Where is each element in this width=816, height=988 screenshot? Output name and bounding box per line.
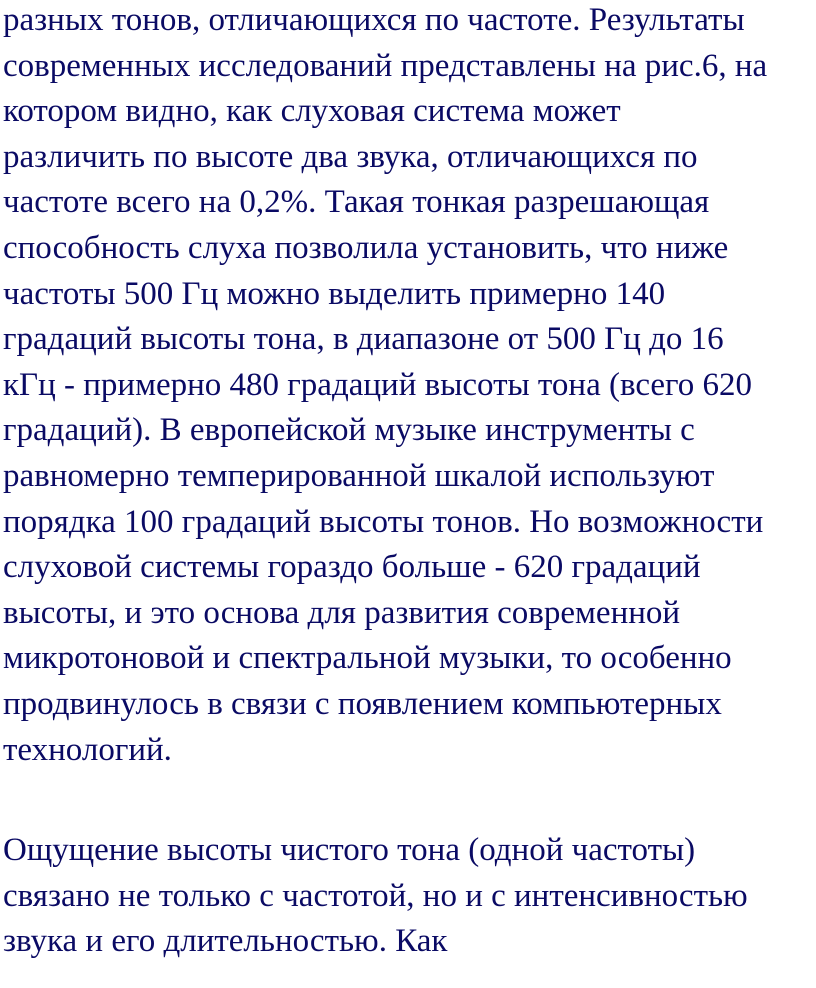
text-line: различить по высоте два звука, отличающихся по — [3, 138, 698, 175]
text-line: частоте всего на 0,2%. Такая тонкая разрешающая — [3, 184, 710, 221]
paragraph-pure-tone-perception — [3, 828, 748, 965]
text-line: Ощущение высоты чистого тона (одной частоты) — [3, 832, 696, 868]
text-line: градаций высоты тона, в диапазоне от 500 Гц до 16 — [3, 321, 724, 358]
text-line: продвинулось в связи с появлением компьютерных — [3, 685, 722, 722]
text-line: кГц - примерно 480 градаций высоты тона (всего 620 — [3, 366, 753, 403]
text-line: котором видно, как слуховая система может — [3, 93, 621, 130]
text-line: частоты 500 Гц можно выделить примерно 140 — [3, 275, 666, 312]
text-line: микротоновой и спектральной музыки, то особенно — [3, 640, 732, 677]
paragraph-pitch-resolution — [3, 0, 767, 773]
text-line: технологий. — [3, 731, 172, 768]
text-line: современных исследований представлены на рис.6, на — [3, 47, 768, 84]
text-line: слуховой системы гораздо больше - 620 градаций — [3, 549, 701, 586]
text-line: высоты, и это основа для развития современной — [3, 594, 681, 631]
text-line: градаций). В европейской музыке инструменты с — [3, 412, 695, 449]
text-line: порядка 100 градаций высоты тонов. Но возможности — [3, 503, 764, 540]
text-line: звука и его длительностью. Как — [3, 923, 448, 960]
text-line: разных тонов, отличающихся по частоте. Результаты — [3, 2, 745, 38]
text-line: связано не только с частотой, но и с интенсивностью — [3, 877, 748, 914]
text-line: равномерно темперированной шкалой используют — [3, 457, 715, 494]
text-line: способность слуха позволила установить, что ниже — [3, 229, 729, 266]
